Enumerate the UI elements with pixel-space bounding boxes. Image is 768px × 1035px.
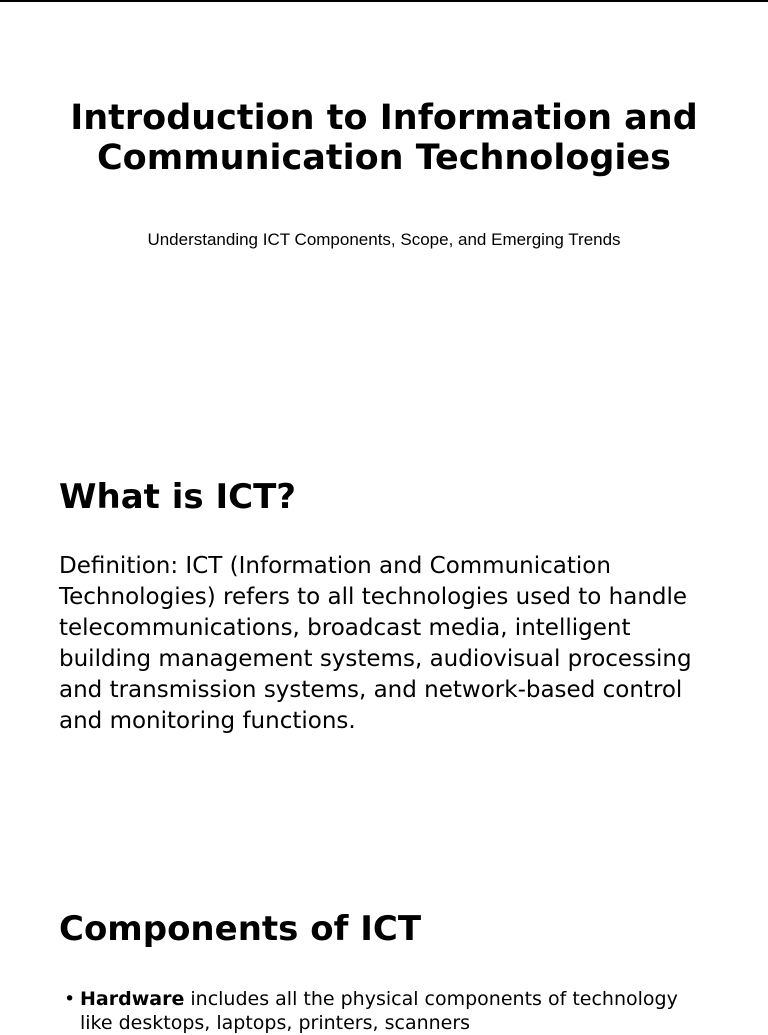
page-title: Introduction to Information and Communication Technologies [70,98,698,178]
ict-definition-text: Definition: ICT (Information and Communication Technologies) refers to all technologies used to handle telecommunications, broadcast media, intelligent building management systems, audiovisual processing and transmission systems, and network-based control and monitoring functions. [59,553,692,734]
components-heading: Components of ICT [59,909,422,949]
list-item-hardware [64,987,714,1035]
bullet-icon: • [64,988,76,1010]
components-list [64,987,714,1035]
page-subtitle: Understanding ICT Components, Scope, and Emerging Trends [147,230,621,249]
what-is-ict-heading: What is ICT? [59,477,296,517]
title-slide [0,0,768,330]
hardware-description: includes all the physical components of technology like desktops, laptops, printers, scanners [80,988,678,1034]
hardware-term: Hardware [80,988,185,1010]
